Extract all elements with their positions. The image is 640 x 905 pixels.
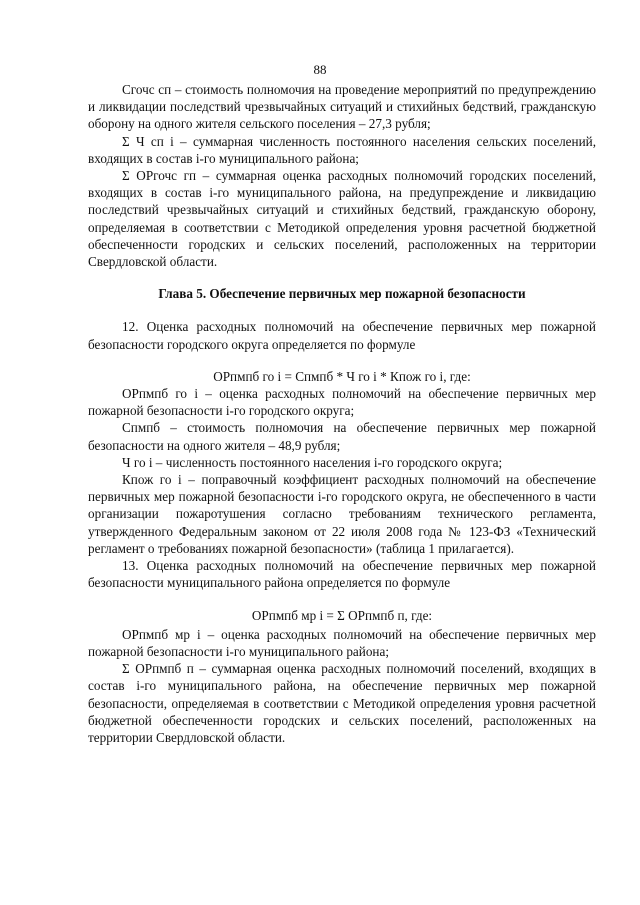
paragraph: Σ Ч сп i – суммарная численность постоянного населения сельских поселений, входящих в состав i-го муниципального района; bbox=[88, 133, 596, 166]
paragraph: Сгочс сп – стоимость полномочия на проведение мероприятий по предупреждению и ликвидации последствий чрезвычайных ситуаций и стихийных бедствий, гражданскую оборону на одного жителя сельского поселения – 27,3 рубля; bbox=[88, 82, 596, 132]
formula: ОРпмпб го i = Спмпб * Ч го i * Кпож го i, где: bbox=[213, 368, 471, 384]
paragraph: ОРпмпб го i – оценка расходных полномочий на обеспечение первичных мер пожарной безопасности i-го городского округа; bbox=[88, 386, 596, 419]
paragraph: Σ ОРпмпб п – суммарная оценка расходных полномочий поселений, входящих в состав i-го муниципального района, на обеспечение первичных мер пожарной безопасности, определяемая в соответствии с Методикой определения уровня расчетной бюджетной обеспеченности городских и сельских поселений, расположенных на территории Свердловской области. bbox=[88, 661, 596, 745]
paragraph: Кпож го i – поправочный коэффициент расходных полномочий на обеспечение первичных мер пожарной безопасности i-го городского округа, не обеспеченного в части организации пожаротушения согласно требованиям технического регламента, утвержденного Федеральным законом от 22 июля 2008 года № 123-ФЗ «Технический регламент о требованиях пожарной безопасности» (таблица 1 прилагается). bbox=[88, 472, 596, 556]
paragraph: 13. Оценка расходных полномочий на обеспечение первичных мер пожарной безопасности муниципального района определяется по формуле bbox=[88, 558, 596, 591]
formula: ОРпмпб мр i = Σ ОРпмпб п, где: bbox=[251, 608, 433, 624]
paragraph: Ч го i – численность постоянного населения i-го городского округа; bbox=[122, 454, 503, 470]
paragraph: Спмпб – стоимость полномочия на обеспечение первичных мер пожарной безопасности на одного жителя – 48,9 рубля; bbox=[88, 420, 596, 453]
document-body bbox=[88, 81, 596, 746]
chapter-heading: Глава 5. Обеспечение первичных мер пожарной безопасности bbox=[158, 286, 526, 302]
paragraph: 12. Оценка расходных полномочий на обеспечение первичных мер пожарной безопасности городского округа определяется по формуле bbox=[88, 319, 596, 352]
paragraph: ОРпмпб мр i – оценка расходных полномочий на обеспечение первичных мер пожарной безопасности i-го муниципального района; bbox=[88, 626, 596, 659]
paragraph: Σ ОРгочс гп – суммарная оценка расходных полномочий городских поселений, входящих в состав i-го муниципального района, на предупреждение и ликвидацию последствий чрезвычайных ситуаций и стихийных бедствий, гражданскую оборону, определяемая в соответствии с Методикой определения уровня расчетной бюджетной обеспеченности городских и сельских поселений, расположенных на территории Свердловской области. bbox=[88, 168, 596, 270]
page-number: 88 bbox=[313, 62, 327, 77]
